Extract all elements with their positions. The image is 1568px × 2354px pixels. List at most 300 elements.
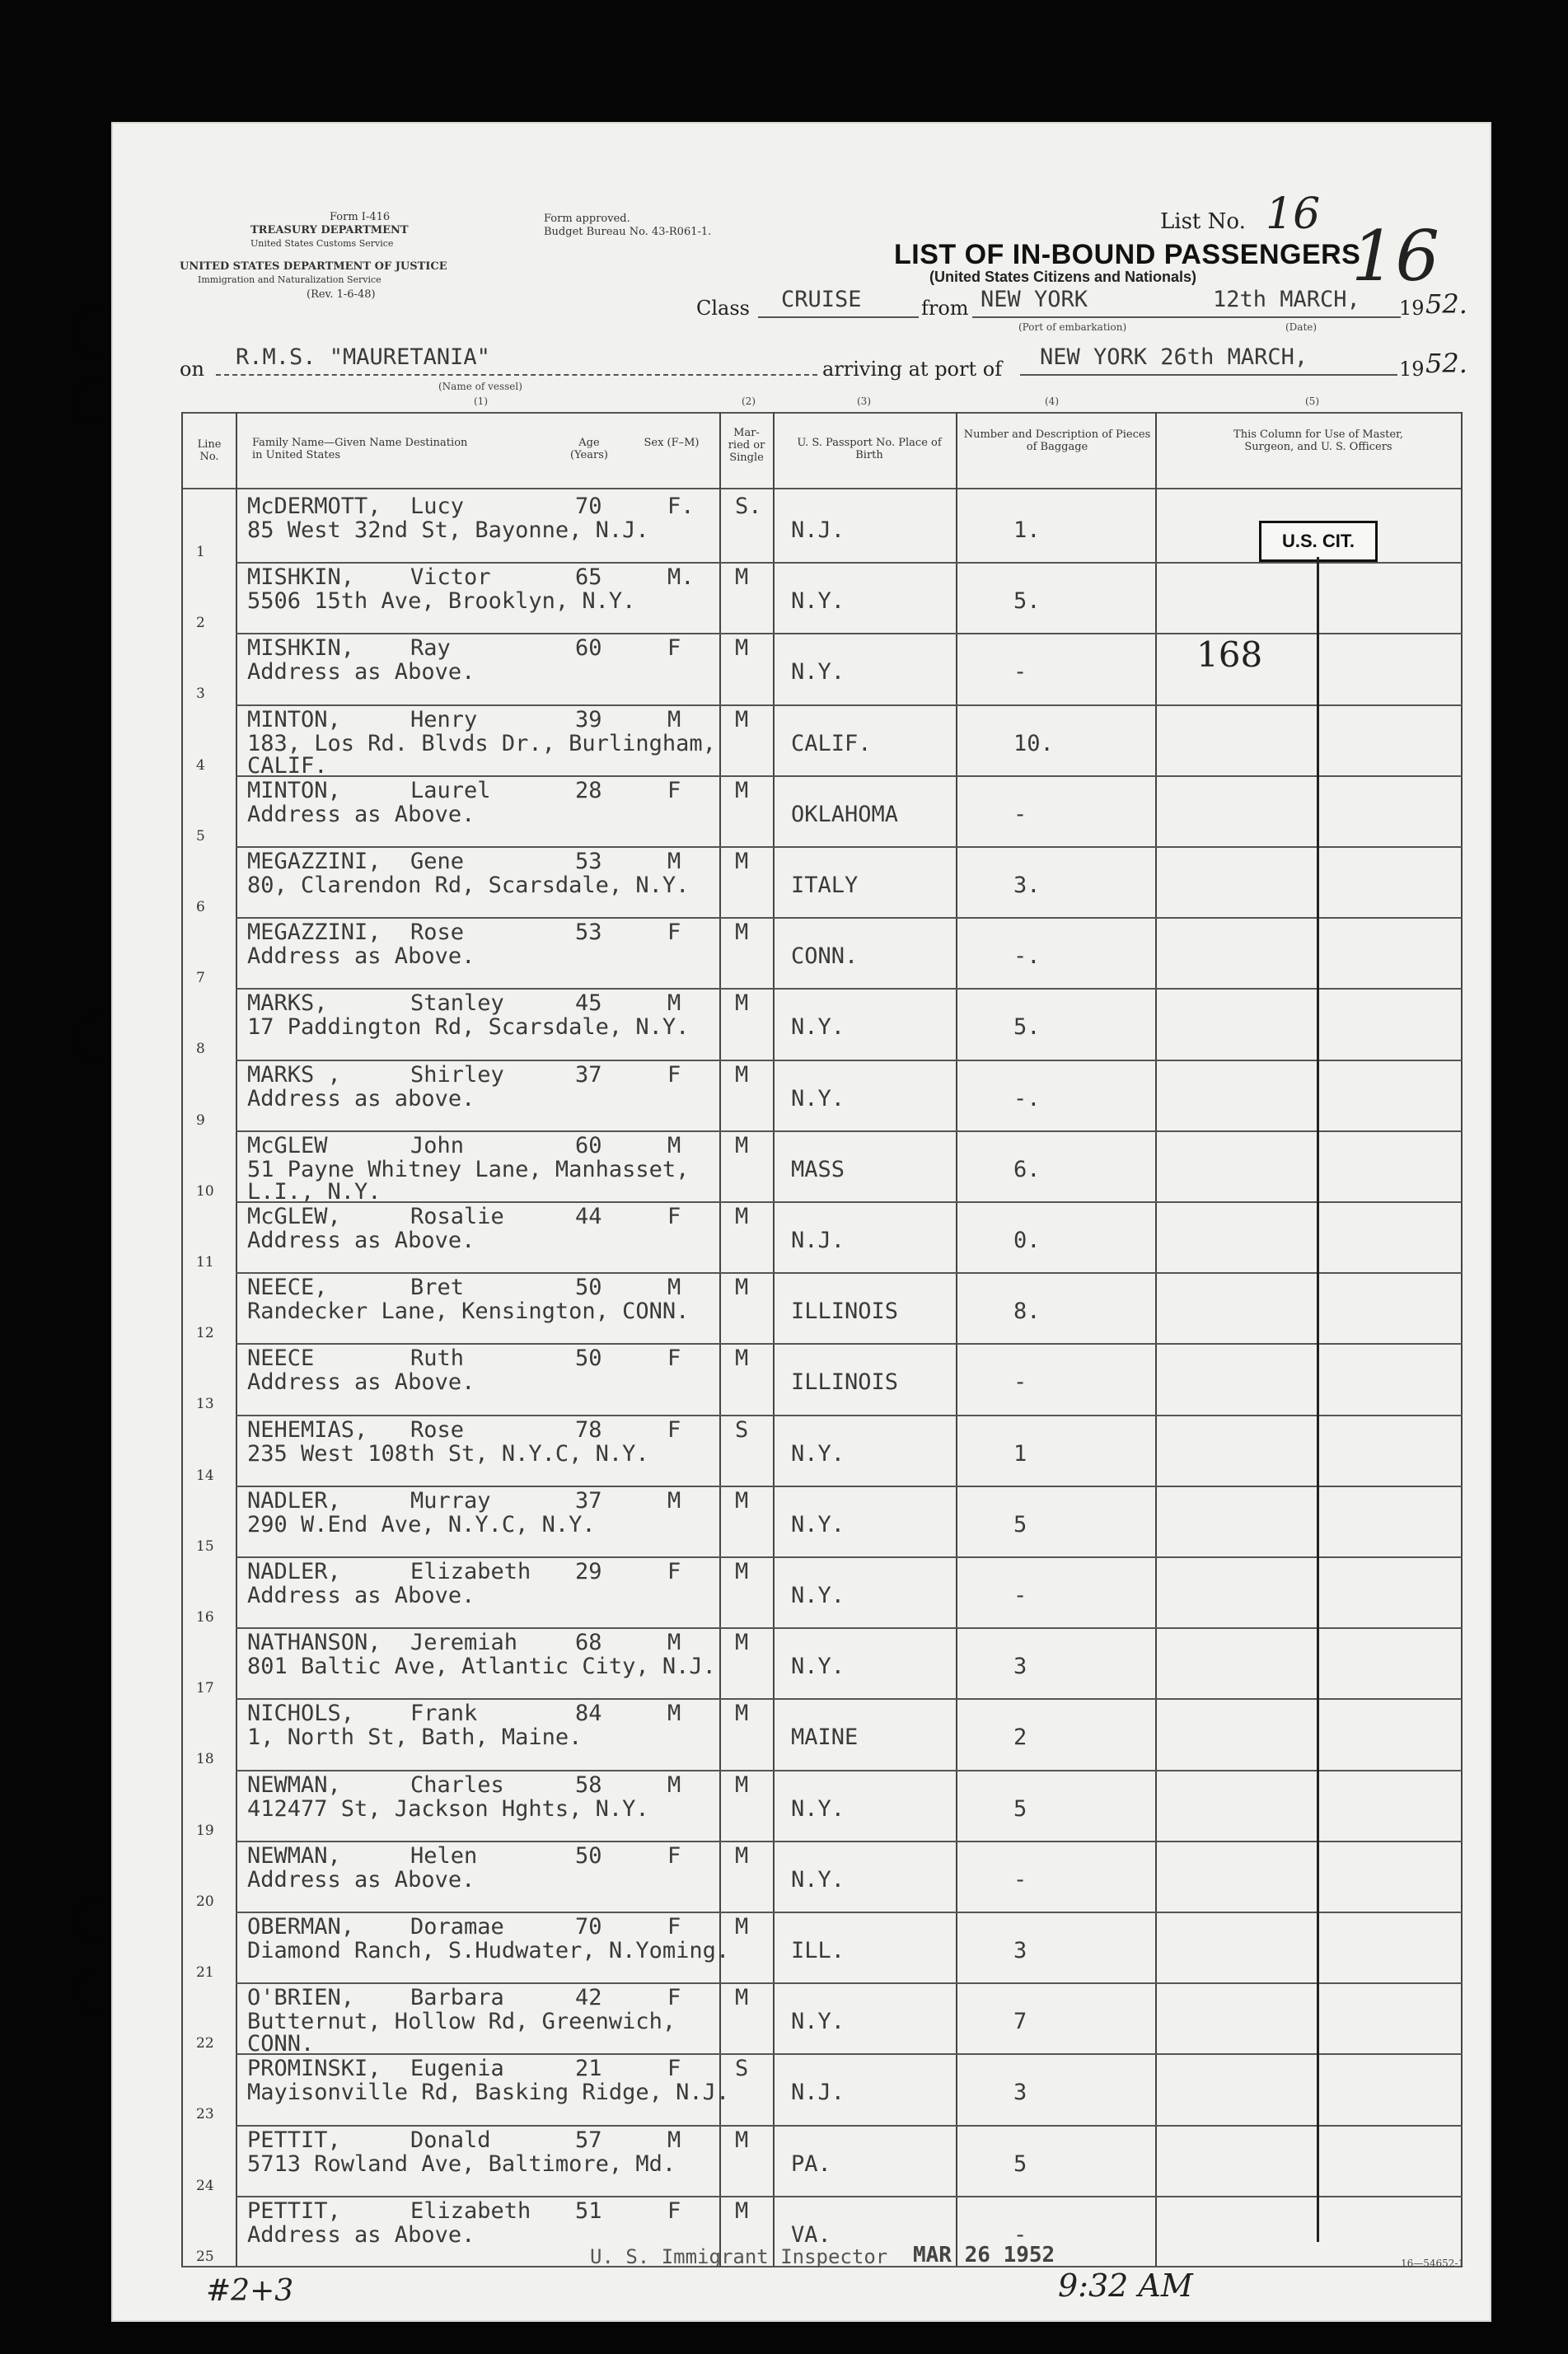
stamp-line — [1317, 557, 1319, 2242]
baggage: 8. — [1013, 1299, 1041, 1325]
baggage: - — [1013, 659, 1027, 686]
customs-service: United States Customs Service — [250, 238, 394, 249]
given-name: Elizabeth — [410, 1559, 531, 1584]
age: 37 — [575, 1061, 602, 1088]
baggage: 3. — [1013, 873, 1041, 898]
form-approved: Form approved. — [544, 213, 630, 225]
marital-status: M — [735, 1345, 749, 1372]
list-no-label: List No. — [1160, 209, 1246, 234]
birthplace: ILLINOIS — [791, 1299, 899, 1325]
table-row — [181, 1627, 1463, 1699]
baggage: - — [1013, 1866, 1027, 1893]
arrival-port-date: NEW YORK 26th MARCH, — [1040, 344, 1308, 370]
baggage: 5 — [1013, 1511, 1027, 1537]
baggage: 1. — [1013, 517, 1041, 543]
sex: M — [667, 1275, 681, 1301]
officer-note: 168 — [1196, 634, 1263, 675]
address: 51 Payne Whitney Lane, Manhasset, — [247, 1156, 690, 1182]
address: Address as Above. — [247, 1228, 475, 1253]
line-number: 11 — [196, 1254, 214, 1271]
given-name: Helen — [410, 1842, 478, 1869]
treasury-dept: TREASURY DEPARTMENT — [250, 224, 409, 236]
age: 78 — [575, 1416, 602, 1443]
address: Mayisonville Rd, Basking Ridge, N.J. — [247, 2080, 730, 2106]
birthplace: N.Y. — [791, 1085, 845, 1111]
birthplace: N.J. — [791, 2080, 845, 2106]
line-number: 16 — [196, 1609, 214, 1626]
family-name: MARKS , — [247, 1061, 341, 1088]
year-arrival: 52. — [1425, 348, 1467, 379]
line-number: 5 — [196, 827, 205, 845]
sex: F — [667, 1985, 681, 2011]
age: 51 — [575, 2197, 602, 2224]
baggage: 1 — [1013, 1440, 1027, 1467]
sex: M — [667, 1487, 681, 1514]
baggage: 5 — [1013, 1795, 1027, 1822]
table-row — [181, 1343, 1463, 1415]
birthplace: N.Y. — [791, 1654, 845, 1680]
birthplace: N.Y. — [791, 1583, 845, 1608]
class-label: Class — [696, 297, 750, 320]
sex: F. — [667, 494, 695, 519]
address: 183, Los Rd. Blvds Dr., Burlingham, — [247, 730, 716, 756]
family-name: NEECE, — [247, 1275, 328, 1301]
age: 37 — [575, 1487, 602, 1514]
header-name: Family Name—Given Name Destination in United States — [252, 437, 468, 461]
given-name: Charles — [410, 1771, 504, 1798]
age: 28 — [575, 777, 602, 803]
birthplace: ILL. — [791, 1938, 845, 1963]
birthplace: ITALY — [791, 873, 859, 898]
birthplace: N.Y. — [791, 1511, 845, 1537]
age: 53 — [575, 849, 602, 874]
date-from: 12th MARCH, — [1213, 287, 1360, 312]
table-row — [181, 1415, 1463, 1486]
table-row — [181, 1841, 1463, 1912]
line-number: 23 — [196, 2106, 214, 2123]
table-row — [181, 1770, 1463, 1842]
line-number: 4 — [196, 756, 205, 774]
birthplace: N.Y. — [791, 1795, 845, 1822]
table-row — [181, 1982, 1463, 2057]
age: 70 — [575, 1914, 602, 1940]
baggage: 10. — [1013, 730, 1054, 756]
given-name: Stanley — [410, 990, 504, 1017]
col-num-5: (5) — [1305, 395, 1319, 407]
marital-status: M — [735, 920, 749, 946]
family-name: MISHKIN, — [247, 564, 355, 591]
marital-status: M — [735, 777, 749, 803]
inspection-time: 9:32 AM — [1058, 2267, 1193, 2304]
birthplace: OKLAHOMA — [791, 801, 899, 827]
list-no-corner: 16 — [1351, 216, 1439, 297]
port-embark-label: (Port of embarkation) — [1018, 321, 1127, 333]
from-label: from — [921, 297, 969, 320]
col-num-2: (2) — [742, 395, 756, 407]
punch-hole — [73, 379, 117, 424]
given-name: Murray — [410, 1487, 491, 1514]
given-name: Ruth — [410, 1345, 465, 1372]
sex: F — [667, 777, 681, 803]
family-name: MINTON, — [247, 706, 341, 732]
marital-status: M — [735, 2197, 749, 2224]
table-row — [181, 775, 1463, 847]
header-line-no: Line No. — [197, 438, 222, 463]
baggage: - — [1013, 801, 1027, 827]
age: 57 — [575, 2127, 602, 2153]
baggage: 5. — [1013, 1014, 1041, 1041]
address: Address as Above. — [247, 1583, 475, 1608]
baggage: - — [1013, 2221, 1027, 2248]
marital-status: M — [735, 706, 749, 732]
given-name: Rosalie — [410, 1204, 504, 1229]
line-number: 14 — [196, 1467, 214, 1484]
birthplace: ILLINOIS — [791, 1369, 899, 1396]
line-number: 20 — [196, 1893, 214, 1910]
baggage: 3 — [1013, 1938, 1027, 1963]
age: 42 — [575, 1985, 602, 2011]
baggage: 0. — [1013, 1228, 1041, 1253]
address: 85 West 32nd St, Bayonne, N.J. — [247, 517, 649, 543]
birthplace: N.J. — [791, 517, 845, 543]
table-row — [181, 1912, 1463, 1983]
line-number: 2 — [196, 615, 205, 632]
justice-dept: UNITED STATES DEPARTMENT OF JUSTICE — [180, 260, 447, 273]
from-value: NEW YORK — [981, 287, 1088, 312]
table-row — [181, 1272, 1463, 1344]
given-name: Henry — [410, 706, 478, 732]
address: 235 West 108th St, N.Y.C, N.Y. — [247, 1440, 649, 1467]
birthplace: CALIF. — [791, 730, 872, 756]
inspector-label: U. S. Immigrant Inspector — [590, 2245, 888, 2268]
address: 5713 Rowland Ave, Baltimore, Md. — [247, 2150, 676, 2177]
table-row — [181, 704, 1463, 779]
table-row — [181, 562, 1463, 634]
given-name: Jeremiah — [410, 1630, 518, 1656]
marital-status: M — [735, 1771, 749, 1798]
page-title: LIST OF IN-BOUND PASSENGERS — [894, 239, 1361, 270]
given-name: Lucy — [410, 494, 465, 519]
sex: F — [667, 1914, 681, 1940]
age: 50 — [575, 1275, 602, 1301]
address: Randecker Lane, Kensington, CONN. — [247, 1299, 690, 1325]
form-number: Form I-416 — [330, 211, 391, 223]
inspection-stamp-date: MAR 26 1952 — [913, 2243, 1055, 2267]
year-from: 52. — [1425, 288, 1467, 320]
address: Address as Above. — [247, 1369, 475, 1396]
marital-status: M — [735, 1985, 749, 2011]
family-name: NEWMAN, — [247, 1842, 341, 1869]
baggage: 5. — [1013, 588, 1041, 615]
table-row — [181, 917, 1463, 989]
family-name: O'BRIEN, — [247, 1985, 355, 2011]
handwritten-note: #2+3 — [206, 2274, 294, 2308]
table-row — [181, 846, 1463, 918]
sex: M — [667, 849, 681, 874]
birthplace: CONN. — [791, 943, 859, 970]
line-number: 3 — [196, 686, 205, 703]
line-number: 6 — [196, 899, 205, 915]
birthplace: VA. — [791, 2221, 831, 2248]
age: 50 — [575, 1842, 602, 1869]
address: 1, North St, Bath, Maine. — [247, 1725, 583, 1751]
col-num-4: (4) — [1045, 395, 1059, 407]
age: 65 — [575, 564, 602, 591]
given-name: Donald — [410, 2127, 491, 2153]
marital-status: M — [735, 2127, 749, 2153]
sex: M — [667, 706, 681, 732]
header-age: Age (Years) — [570, 437, 608, 461]
marital-status: M — [735, 1132, 749, 1158]
family-name: NATHANSON, — [247, 1630, 381, 1656]
given-name: Victor — [410, 564, 491, 591]
family-name: PETTIT, — [247, 2197, 341, 2224]
family-name: McGLEW, — [247, 1204, 341, 1229]
marital-status: M — [735, 849, 749, 874]
line-number: 18 — [196, 1751, 214, 1768]
sex: M — [667, 1630, 681, 1656]
revision: (Rev. 1-6-48) — [307, 288, 376, 301]
marital-status: M — [735, 1061, 749, 1088]
line-number: 1 — [196, 544, 205, 560]
birthplace: PA. — [791, 2150, 831, 2177]
given-name: John — [410, 1132, 465, 1158]
form-code: 16—54652-1 — [1401, 2258, 1465, 2269]
age: 50 — [575, 1345, 602, 1372]
family-name: NADLER, — [247, 1487, 341, 1514]
family-name: MISHKIN, — [247, 635, 355, 662]
birthplace: N.J. — [791, 1228, 845, 1253]
baggage: 7 — [1013, 2009, 1027, 2035]
sex: F — [667, 920, 681, 946]
header-married: Mar-ried or Single — [728, 427, 765, 464]
table-row — [181, 2053, 1463, 2125]
age: 39 — [575, 706, 602, 732]
on-label: on — [180, 358, 204, 381]
family-name: MEGAZZINI, — [247, 920, 381, 946]
age: 60 — [575, 635, 602, 662]
line-number: 24 — [196, 2177, 214, 2194]
address: Address as Above. — [247, 2221, 475, 2248]
age: 60 — [575, 1132, 602, 1158]
header-passport: U. S. Passport No. Place of Birth — [797, 437, 942, 461]
arriving-label: arriving at port of — [822, 358, 1003, 381]
baggage: -. — [1013, 943, 1041, 970]
class-value: CRUISE — [781, 287, 862, 312]
address: Address as Above. — [247, 659, 475, 686]
col-num-1: (1) — [474, 395, 488, 407]
family-name: MARKS, — [247, 990, 328, 1017]
baggage: 2 — [1013, 1725, 1027, 1751]
sex: F — [667, 1842, 681, 1869]
address: 801 Baltic Ave, Atlantic City, N.J. — [247, 1654, 716, 1680]
marital-status: M — [735, 1487, 749, 1514]
family-name: NEWMAN, — [247, 1771, 341, 1798]
line-number: 22 — [196, 2035, 214, 2052]
year-prefix: 19 — [1399, 297, 1425, 320]
marital-status: S — [735, 2056, 749, 2082]
age: 70 — [575, 494, 602, 519]
table-row — [181, 988, 1463, 1060]
age: 21 — [575, 2056, 602, 2082]
marital-status: S — [735, 1416, 749, 1443]
family-name: PROMINSKI, — [247, 2056, 381, 2082]
address: 412477 St, Jackson Hghts, N.Y. — [247, 1795, 649, 1822]
marital-status: M — [735, 990, 749, 1017]
line-number: 21 — [196, 1964, 214, 1981]
sex: F — [667, 635, 681, 662]
family-name: McDERMOTT, — [247, 494, 381, 519]
col-num-3: (3) — [857, 395, 871, 407]
sex: M — [667, 990, 681, 1017]
list-no: 16 — [1266, 190, 1321, 239]
marital-status: M — [735, 1204, 749, 1229]
table-row — [181, 1698, 1463, 1770]
given-name: Laurel — [410, 777, 491, 803]
given-name: Elizabeth — [410, 2197, 531, 2224]
address-line2: CALIF. — [247, 752, 328, 779]
address: 17 Paddington Rd, Scarsdale, N.Y. — [247, 1014, 690, 1041]
address: Address as Above. — [247, 801, 475, 827]
table-row — [181, 1130, 1463, 1205]
given-name: Frank — [410, 1701, 478, 1727]
family-name: MEGAZZINI, — [247, 849, 381, 874]
line-number: 25 — [196, 2248, 214, 2265]
baggage: 5 — [1013, 2150, 1027, 2177]
given-name: Rose — [410, 920, 465, 946]
given-name: Doramae — [410, 1914, 504, 1940]
baggage: 6. — [1013, 1156, 1041, 1182]
family-name: NEHEMIAS, — [247, 1416, 368, 1443]
sex: F — [667, 1416, 681, 1443]
sex: F — [667, 1559, 681, 1584]
birthplace: N.Y. — [791, 659, 845, 686]
line-number: 17 — [196, 1680, 214, 1697]
sex: M — [667, 1771, 681, 1798]
family-name: OBERMAN, — [247, 1914, 355, 1940]
birthplace: N.Y. — [791, 1014, 845, 1041]
birthplace: MAINE — [791, 1725, 859, 1751]
line-number: 9 — [196, 1111, 205, 1129]
sex: F — [667, 1061, 681, 1088]
marital-status: M — [735, 1630, 749, 1656]
age: 45 — [575, 990, 602, 1017]
year-prefix-arrival: 19 — [1399, 358, 1425, 381]
baggage: - — [1013, 1583, 1027, 1608]
table-row — [181, 1556, 1463, 1628]
address: Diamond Ranch, S.Hudwater, N.Yoming. — [247, 1938, 730, 1963]
sex: F — [667, 2197, 681, 2224]
us-citizen-stamp: U.S. CIT. — [1259, 521, 1378, 562]
given-name: Bret — [410, 1275, 465, 1301]
marital-status: M — [735, 635, 749, 662]
baggage: - — [1013, 1369, 1027, 1396]
sex: M. — [667, 564, 695, 591]
table-row — [181, 1486, 1463, 1557]
given-name: Shirley — [410, 1061, 504, 1088]
given-name: Eugenia — [410, 2056, 504, 2082]
marital-status: M — [735, 1701, 749, 1727]
age: 53 — [575, 920, 602, 946]
table-row — [181, 633, 1463, 704]
marital-status: M — [735, 1559, 749, 1584]
marital-status: S. — [735, 494, 762, 519]
passenger-table — [181, 412, 1463, 2266]
punch-hole — [73, 310, 117, 354]
sex: M — [667, 1132, 681, 1158]
table-row — [181, 1201, 1463, 1273]
line-number: 10 — [196, 1182, 214, 1200]
sex: M — [667, 2127, 681, 2153]
table-row — [181, 1060, 1463, 1131]
age: 44 — [575, 1204, 602, 1229]
baggage: -. — [1013, 1085, 1041, 1111]
header-sex: Sex (F–M) — [644, 437, 700, 449]
page-subtitle: (United States Citizens and Nationals) — [929, 269, 1197, 285]
marital-status: M — [735, 1914, 749, 1940]
marital-status: M — [735, 1275, 749, 1301]
address: Address as Above. — [247, 943, 475, 970]
birthplace: N.Y. — [791, 2009, 845, 2035]
age: 29 — [575, 1559, 602, 1584]
given-name: Barbara — [410, 1985, 504, 2011]
line-number: 8 — [196, 1041, 205, 1058]
family-name: NICHOLS, — [247, 1701, 355, 1727]
address: 80, Clarendon Rd, Scarsdale, N.Y. — [247, 873, 690, 898]
given-name: Rose — [410, 1416, 465, 1443]
date-label: (Date) — [1285, 321, 1318, 333]
header-baggage: Number and Description of Pieces of Baggage — [963, 428, 1151, 453]
address: 5506 15th Ave, Brooklyn, N.Y. — [247, 588, 636, 615]
birthplace: N.Y. — [791, 1440, 845, 1467]
line-number: 15 — [196, 1537, 214, 1555]
age: 84 — [575, 1701, 602, 1727]
line-number: 13 — [196, 1396, 214, 1413]
sex: M — [667, 1701, 681, 1727]
family-name: MINTON, — [247, 777, 341, 803]
address-line2: L.I., N.Y. — [247, 1178, 381, 1205]
family-name: PETTIT, — [247, 2127, 341, 2153]
sex: F — [667, 2056, 681, 2082]
address-line2: CONN. — [247, 2031, 315, 2057]
vessel-label: (Name of vessel) — [438, 381, 522, 392]
family-name: NADLER, — [247, 1559, 341, 1584]
address: Butternut, Hollow Rd, Greenwich, — [247, 2009, 676, 2035]
birthplace: N.Y. — [791, 1866, 845, 1893]
marital-status: M — [735, 564, 749, 591]
line-number: 7 — [196, 970, 205, 987]
baggage: 3 — [1013, 2080, 1027, 2106]
age: 68 — [575, 1630, 602, 1656]
given-name: Gene — [410, 849, 465, 874]
age: 58 — [575, 1771, 602, 1798]
baggage: 3 — [1013, 1654, 1027, 1680]
budget-bureau: Budget Bureau No. 43-R061-1. — [544, 226, 712, 238]
address: Address as Above. — [247, 1866, 475, 1893]
marital-status: M — [735, 1842, 749, 1869]
table-row — [181, 2125, 1463, 2197]
family-name: NEECE — [247, 1345, 315, 1372]
sex: F — [667, 1345, 681, 1372]
address: 290 W.End Ave, N.Y.C, N.Y. — [247, 1511, 596, 1537]
family-name: McGLEW — [247, 1132, 328, 1158]
birthplace: MASS — [791, 1156, 845, 1182]
line-number: 12 — [196, 1325, 214, 1342]
sex: F — [667, 1204, 681, 1229]
header-officers: This Column for Use of Master, Surgeon, and U. S. Officers — [1233, 428, 1403, 453]
vessel-name: R.M.S. "MAURETANIA" — [236, 344, 490, 370]
line-number: 19 — [196, 1822, 214, 1839]
